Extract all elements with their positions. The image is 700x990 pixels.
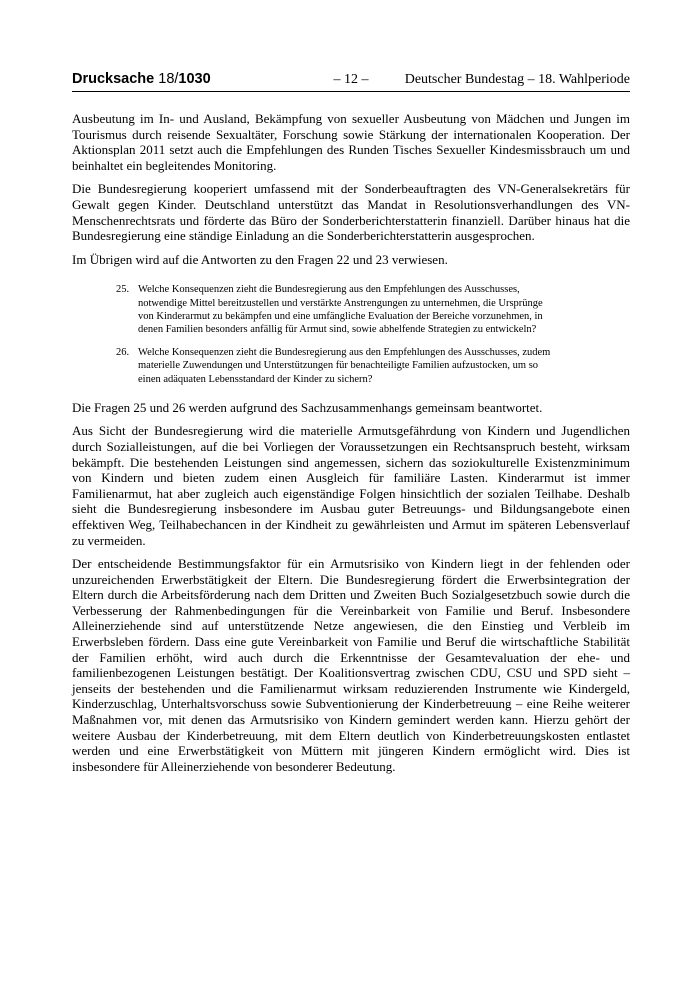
page-number: – 12 – [333,72,369,87]
question-text: Welche Konsequenzen zieht die Bundesregierung aus den Empfehlungen des Ausschusses, zudem materielle Zuwendungen und Unterstützungen für benachteiligte Familien aufzustocken, um so einen adäquaten Lebensstandard der Kinder zu sichern? [138,347,551,385]
page-content [72,111,630,782]
body-paragraph: Im Übrigen wird auf die Antworten zu den Fragen 22 und 23 verwiesen. [72,251,448,267]
question-item [116,346,552,386]
question-text: Welche Konsequenzen zieht die Bundesregierung aus den Empfehlungen des Ausschusses, notwendige Mittel bereitzustellen und verstärkte Anstrengungen zu unternehmen, die Ursprünge von Kinderarmut zu bekämpfen und eine umfängliche Evaluation der Bereiche vorzunehmen, in denen Familien besonders anfällig für Armut sind, sowie abhelfende Strategien zu entwickeln? [138,284,543,335]
question-number: 25. [116,284,130,296]
body-paragraph: Ausbeutung im In- und Ausland, Bekämpfung von sexueller Ausbeutung von Mädchen und Jungen im Tourismus durch reisende Sexualtäter, Forschung sowie Stärkung der internationalen Kooperation. Der Aktionsplan 2011 setzt auch die Empfehlungen des Runden Tisches Sexueller Kindesmissbrauch um und beinhaltet ein begleitendes Monitoring. [72,111,630,173]
question-list [116,283,552,385]
question-number: 26. [116,347,130,359]
body-paragraph: Aus Sicht der Bundesregierung wird die materielle Armutsgefährdung von Kindern und Jugendlichen durch Sozialleistungen, auf die bei Vorliegen der Voraussetzungen ein Rechtsanspruch besteht, wirksam bekämpft. Die bestehenden Leistungen sind angemessen, sichern das soziokulturelle Existenzminimum von Kindern und bieten zudem einen Ausgleich für familiäre Lasten. Kinderarmut ist immer Familienarmut, hat aber zugleich auch eigenständige Folgen hinsichtlich der sozialen Teilhabe. Deshalb sieht die Bundesregierung insbesondere im Ausbau guter Betreuungs- und Bildungsangebote einen effektiven Weg, Teilhabechancen in der Kindheit zu gewährleisten und Armut im späteren Lebensverlauf zu vermeiden. [72,423,630,548]
body-paragraph: Die Bundesregierung kooperiert umfassend mit der Sonderbeauftragten des VN-Generalsekretärs für Gewalt gegen Kinder. Deutschland unterstützt das Mandat in Resolutionsverhandlungen des VN-Menschenrechtsrats und förderte das Büro der Sonderberichterstatterin finanziell. Darüber hinaus hat die Bundesregierung eine ständige Einladung an die Sonderberichterstatterin ausgesprochen. [72,181,630,244]
body-paragraph: Die Fragen 25 und 26 werden aufgrund des Sachzusammenhangs gemeinsam beantwortet. [72,399,543,415]
document-label: Drucksache [72,71,155,87]
institution-label: Deutscher Bundestag – 18. Wahlperiode [404,72,630,87]
body-paragraph: Der entscheidende Bestimmungsfaktor für ein Armutsrisiko von Kindern liegt in der fehlenden oder unzureichenden Erwerbstätigkeit der Eltern. Die Bundesregierung fördert die Erwerbsintegration der Eltern durch die Arbeitsförderung nach dem Dritten und Zweiten Buch Sozialgesetzbuch sowie durch die Verbesserung der Rahmenbedingungen für die Vereinbarkeit von Familie und Beruf. Insbesondere Alleinerziehende sind auf unterstützende Netze angewiesen, die den Einstieg und Verbleib im Erwerbsleben fördern. Dass eine gute Vereinbarkeit von Familie und Beruf die wirtschaftliche Stabilität der Familien erhöht, wird auch durch die Erkenntnisse der Gesamtevaluation der ehe- und familienbezogenen Leistungen bestätigt. Der Koalitionsvertrag zwischen CDU, CSU und SPD sieht – jenseits der bestehenden und die Familienarmut wirksam reduzierenden Instrumente wie Kindergeld, Kinderzuschlag, Unterhaltsvorschuss sowie Subventionierung der Kinderbetreuung – eine Reihe weiterer Maßnahmen vor, mit denen das Armutsrisiko von Kindern gemindert werden kann. Hierzu gehört der weitere Ausbau der Kinderbetreuung, mit dem Eltern deutlich von Kinderbetreuungskosten entlastet werden und eine Erwerbstätigkeit von Müttern mit jüngeren Kindern ermöglicht wird. Dies ist insbesondere für Alleinerziehende von besonderer Bedeutung. [72,556,630,774]
document-number-prefix: 18/ [158,71,179,87]
page-header [72,71,630,92]
question-item [116,283,552,336]
document-number-value: 1030 [178,71,211,87]
